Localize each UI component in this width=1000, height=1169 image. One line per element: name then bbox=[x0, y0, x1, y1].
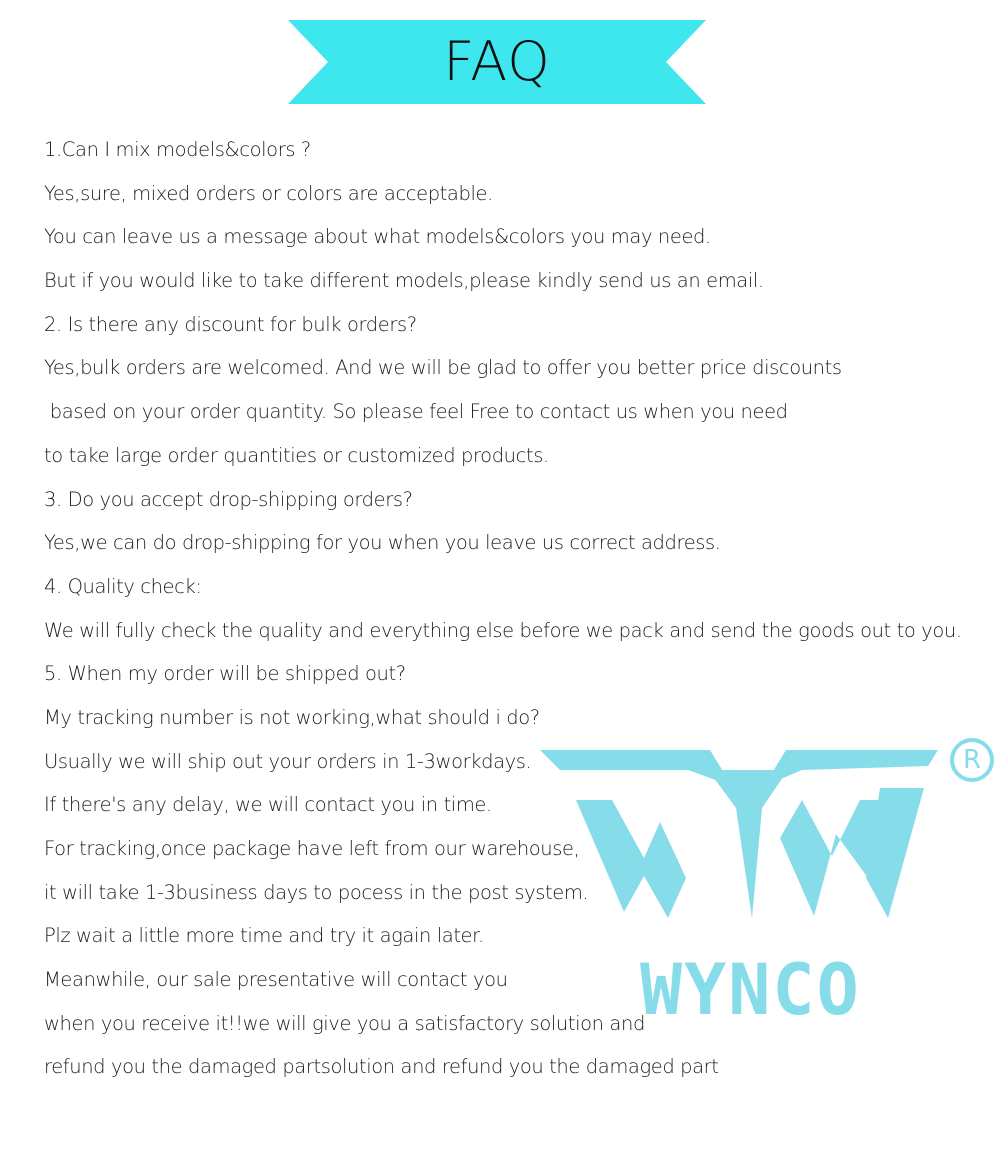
brand-logo bbox=[540, 728, 1000, 1031]
faq-line: to take large order quantities or customized products. bbox=[44, 443, 549, 467]
logo-wordmark: WYNCO bbox=[640, 949, 861, 1031]
faq-line: it will take 1-3business days to pocess in the post system. bbox=[44, 880, 589, 904]
faq-line: Plz wait a little more time and try it again later. bbox=[44, 924, 484, 948]
faq-line: 5. When my order will be shipped out? bbox=[44, 662, 406, 686]
faq-line: 1.Can I mix models&colors ? bbox=[44, 138, 311, 161]
faq-line: If there's any delay, we will contact you in time. bbox=[44, 793, 492, 817]
faq-line: 2. Is there any discount for bulk orders? bbox=[44, 312, 417, 336]
logo-mark-icon bbox=[540, 728, 1000, 958]
faq-line: Meanwhile, our sale presentative will contact you bbox=[44, 968, 508, 992]
registered-trademark-icon: R bbox=[950, 738, 994, 782]
faq-line: when you receive it!!we will give you a satisfactory solution and bbox=[44, 1011, 645, 1035]
faq-line: But if you would like to take different models,please kindly send us an email. bbox=[44, 269, 764, 293]
faq-banner bbox=[288, 18, 706, 106]
faq-line: We will fully check the quality and everything else before we pack and send the goods out to you. bbox=[44, 618, 962, 642]
faq-line: refund you the damaged partsolution and refund you the damaged part bbox=[44, 1055, 719, 1079]
faq-line: You can leave us a message about what models&colors you may need. bbox=[44, 225, 711, 249]
faq-line: Yes,bulk orders are welcomed. And we will be glad to offer you better price discounts bbox=[44, 356, 842, 380]
faq-line: Yes,sure, mixed orders or colors are acceptable. bbox=[44, 181, 493, 205]
faq-line: Usually we will ship out your orders in 1-3workdays. bbox=[44, 749, 532, 773]
page-title: FAQ bbox=[443, 30, 551, 93]
faq-line: My tracking number is not working,what should i do? bbox=[44, 705, 540, 729]
faq-line: based on your order quantity. So please feel Free to contact us when you need bbox=[44, 400, 788, 424]
faq-line: 4. Quality check: bbox=[44, 574, 202, 598]
faq-line: For tracking,once package have left from our warehouse, bbox=[44, 837, 580, 860]
faq-line: 3. Do you accept drop-shipping orders? bbox=[44, 487, 413, 511]
faq-line: Yes,we can do drop-shipping for you when you leave us correct address. bbox=[44, 531, 721, 555]
